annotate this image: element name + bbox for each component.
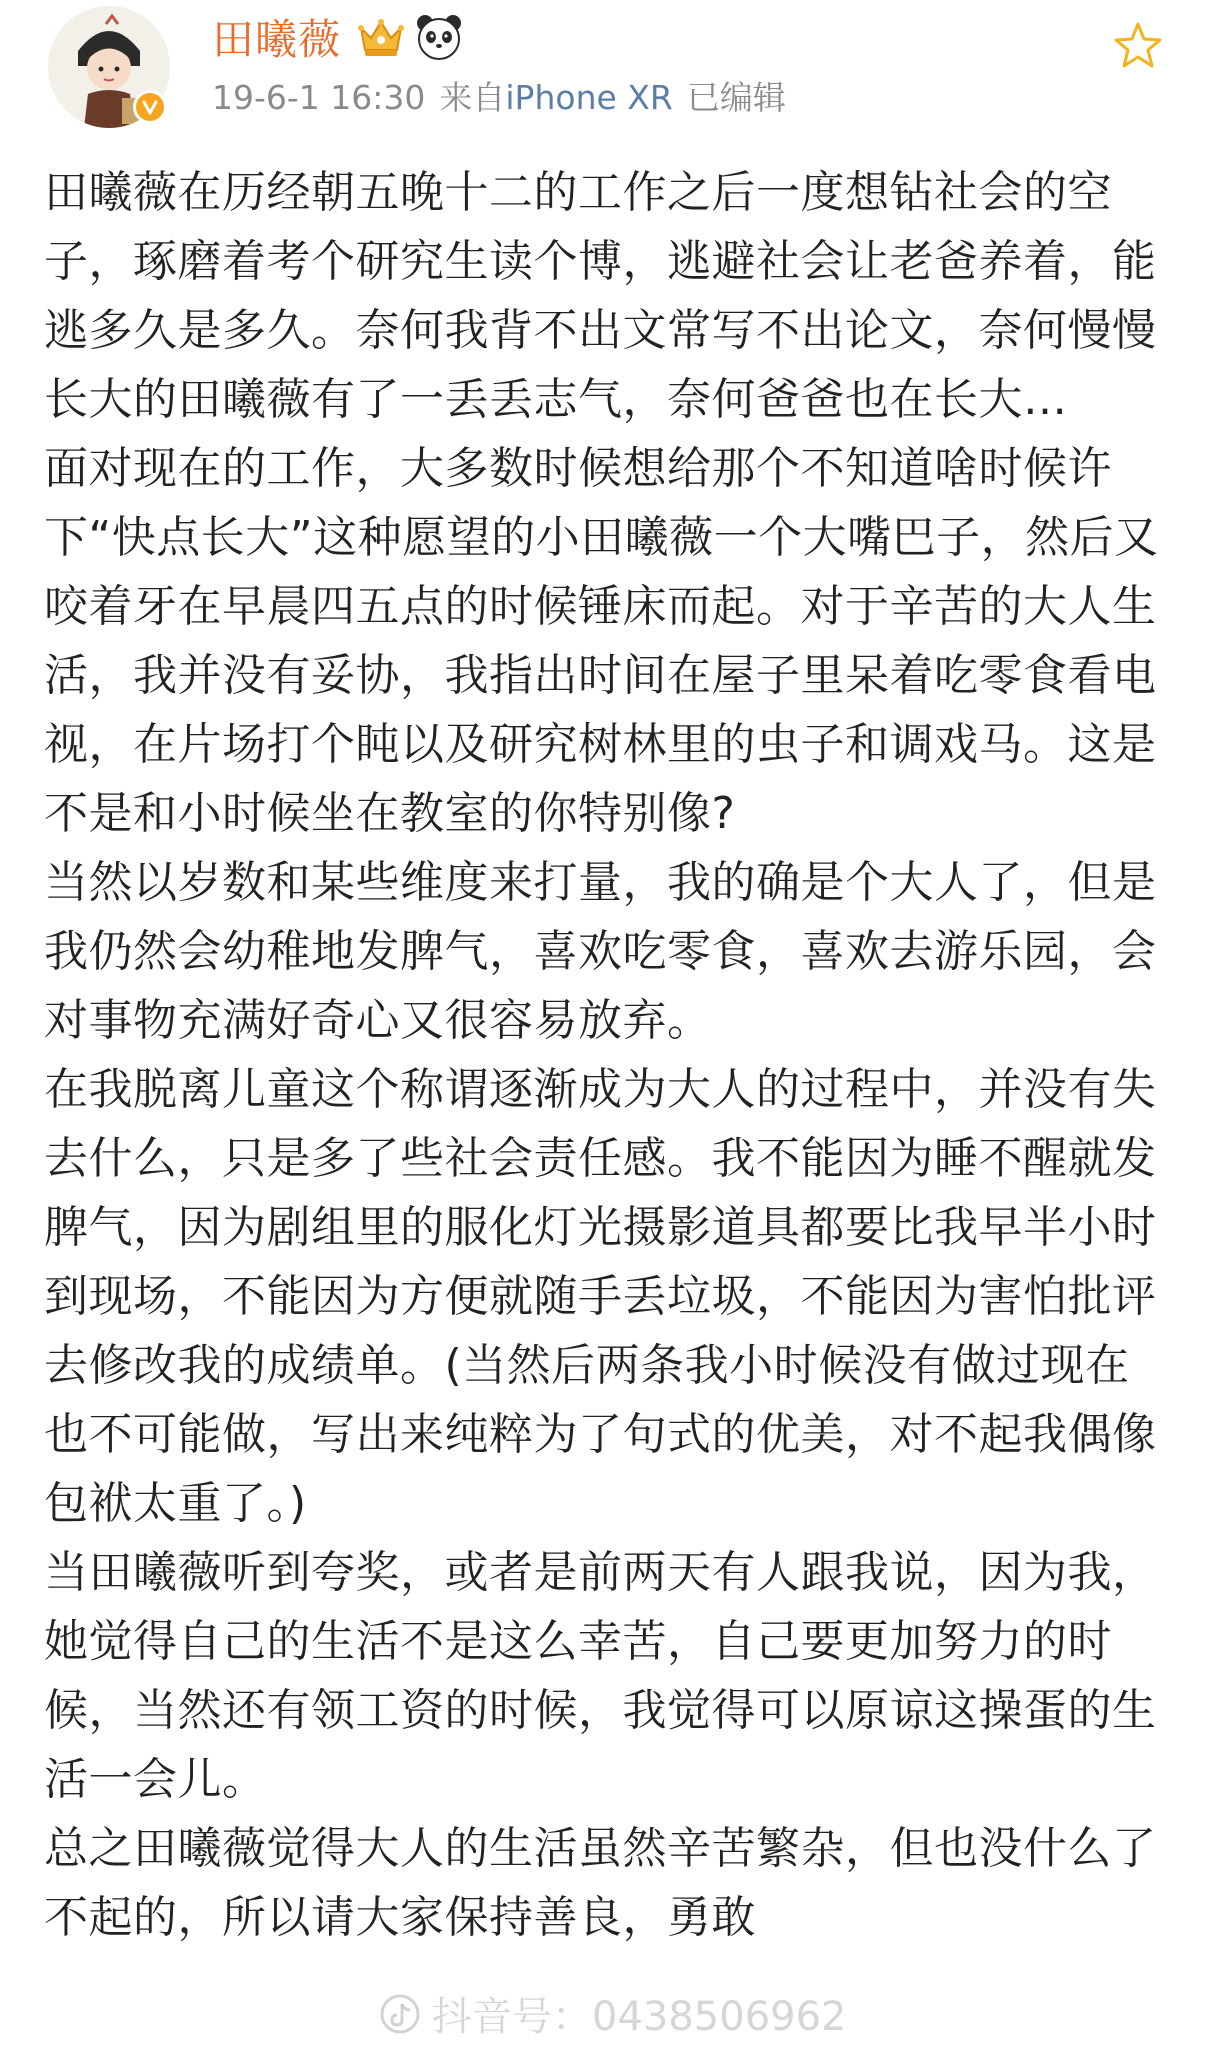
author-name[interactable]: 田曦薇	[212, 15, 342, 64]
post-timestamp: 19-6-1 16:30	[212, 78, 426, 117]
watermark	[380, 1985, 847, 2042]
source-device[interactable]: iPhone XR	[505, 78, 673, 117]
source-prefix: 来自	[439, 78, 506, 117]
post-header	[0, 0, 1206, 140]
post-paragraph: 面对现在的工作，大多数时候想给那个不知道啥时候许下“快点长大”这种愿望的小田曦薇一个大嘴巴子，然后又咬着牙在早晨四五点的时候锤床而起。对于辛苦的大人生活，我并没有妥协，我指出时间在屋子里呆着吃零食看电视，在片场打个盹以及研究树林里的虫子和调戏马。这是不是和小时候坐在教室的你特别像?	[44, 443, 1159, 839]
star-icon[interactable]	[1110, 18, 1166, 74]
crown-badge-icon	[355, 14, 407, 60]
post-paragraph: 总之田曦薇觉得大人的生活虽然辛苦繁杂，但也没什么了不起的，所以请大家保持善良，勇敢	[44, 1823, 1157, 1943]
post-meta	[212, 76, 800, 120]
edited-label[interactable]: 已编辑	[686, 78, 786, 117]
post-paragraph: 当然以岁数和某些维度来打量，我的确是个大人了，但是我仍然会幼稚地发脾气，喜欢吃零食，喜欢去游乐园，会对事物充满好奇心又很容易放弃。	[44, 857, 1157, 1046]
post-body	[44, 158, 1164, 2069]
post-paragraph: 田曦薇在历经朝五晚十二的工作之后一度想钻社会的空子，琢磨着考个研究生读个博，逃避社会让老爸养着，能逃多久是多久。奈何我背不出文常写不出论文，奈何慢慢长大的田曦薇有了一丢丢志气，奈何爸爸也在长大…	[44, 167, 1157, 425]
panda-icon	[414, 12, 464, 62]
douyin-logo-icon	[380, 1994, 420, 2034]
watermark-text: 抖音号：0438506962	[432, 1994, 847, 2040]
post-paragraph: 在我脱离儿童这个称谓逐渐成为大人的过程中，并没有失去什么，只是多了些社会责任感。我不能因为睡不醒就发脾气，因为剧组里的服化灯光摄影道具都要比我早半小时到现场，不能因为方便就随手丢垃圾，不能因为害怕批评去修改我的成绩单。(当然后两条我小时候没有做过现在也不可能做，写出来纯粹为了句式的优美，对不起我偶像包袱太重了。)	[44, 1064, 1157, 1529]
post-paragraph: 当田曦薇听到夸奖，或者是前两天有人跟我说，因为我，她觉得自己的生活不是这么幸苦，自己要更加努力的时候，当然还有领工资的时候，我觉得可以原谅这操蛋的生活一会儿。	[44, 1547, 1157, 1805]
verified-v-icon	[133, 90, 167, 124]
